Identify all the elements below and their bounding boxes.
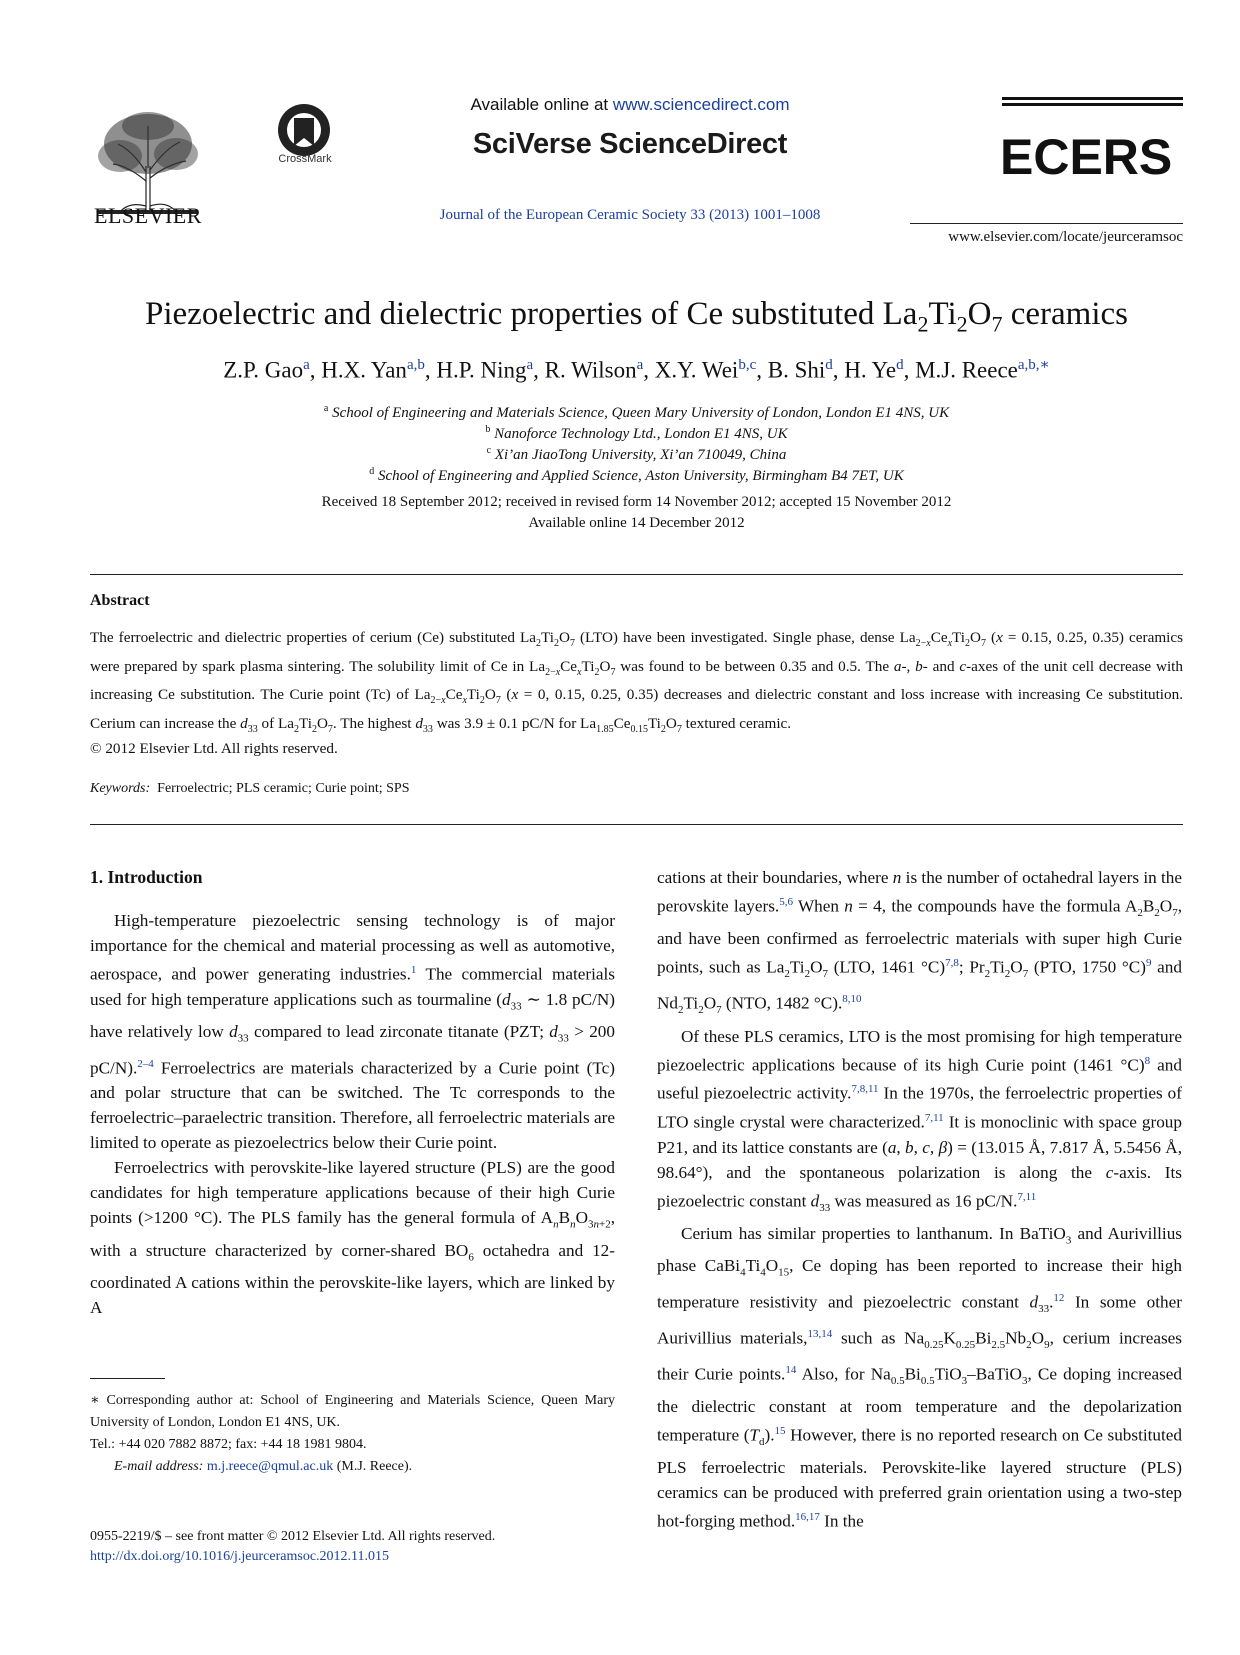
available-online-line <box>350 95 910 115</box>
affiliation-d: $^d$ School of Engineering and Applied Science, Aston University, Birmingham B4 7ET, UK <box>369 466 904 484</box>
affiliation-c: $^c$ Xi’an JiaoTong University, Xi’an 710049, China <box>486 445 787 463</box>
front-matter <box>90 1527 690 1567</box>
section-heading-introduction: 1. Introduction <box>90 867 203 887</box>
affiliation-b: $^b$ Nanoforce Technology Ltd., London E1 4NS, UK <box>485 424 788 442</box>
crossmark-label: CrossMark <box>278 153 332 165</box>
header-rule <box>910 223 1183 224</box>
intro-paragraph-2: Ferroelectrics with perovskite-like layered structure (PLS) are the good candidates for high temperature applications because of their high Curie points (>1200 °C). The PLS family has the general formula of $A_nB_nO_{3n+2}$, with a structure characterized by corner-shared $BO_6$ octahedra and 12-coordinated A cations within the perovskite-like layers, which are linked by A <box>90 1158 615 1318</box>
available-online-prefix: Available online at <box>470 95 613 114</box>
ecers-header-lines <box>1002 97 1183 109</box>
author-list: Z.P. Gao$^a$, H.X. Yan$^{a,b}$, H.P. Ning$^a$, R. Wilson$^a$, X.Y. Wei$^{b,c}$, B. Shi$^d$, H. Ye$^d$, M.J. Reece$^{a,b,∗}$ <box>223 357 1050 383</box>
abstract-text: The ferroelectric and dielectric properties of cerium (Ce) substituted $La_2Ti_2O_7$ (LTO) have been investigated. Single phase, dense $La_{2-x}Ce_xTi_2O_7$ (x = 0.15, 0.25, 0.35) ceramics were prepared by spark plasma sintering. The solubility limit of Ce in $La_{2-x}Ce_xTi_2O_7$ was found to be between 0.35 and 0.5. The a-, b- and c-axes of the unit cell decrease with increasing Ce substitution. The Curie point (Tc) of $La_{2-x}Ce_xTi_2O_7$ (x = 0, 0.15, 0.25, 0.35) decreases and dielectric constant and loss increase with increasing Ce substitution. Cerium can increase the $d_{33}$ of $La_2Ti_2O_7$. The highest $d_{33}$ was 3.9 ± 0.1 pC/N for $La_{1.85}Ce_{0.15}Ti_2O_7$ textured ceramic. <box>90 629 1183 735</box>
keywords-list: Ferroelectric; PLS ceramic; Curie point; SPS <box>157 781 410 796</box>
article-title: Piezoelectric and dielectric properties of Ce substituted $La_2Ti_2O_7$ ceramics <box>145 296 1128 337</box>
journal-url: www.elsevier.com/locate/jeurceramsoc <box>948 229 1183 245</box>
ecers-logo <box>1000 130 1183 182</box>
right-column <box>657 865 1182 1534</box>
platform-name: SciVerse ScienceDirect <box>472 128 788 160</box>
keywords <box>90 781 410 797</box>
doi-link[interactable]: http://dx.doi.org/10.1016/j.jeurceramsoc.2012.11.015 <box>90 1549 390 1564</box>
intro-paragraph-1: High-temperature piezoelectric sensing technology is of major importance for the chemical and material processing as well as automotive, aerospace, and power generating industries.$^1$ The commercial materials used for high temperature applications such as tourmaline ($d_{33}$ ∼ 1.8 pC/N) have relatively low $d_{33}$ compared to lead zirconate titanate (PZT; $d_{33} > 200$ pC/N).$^{2-4}$ Ferroelectrics are materials characterized by a Curie point (Tc) and polar structure that can be switched. The Tc corresponds to the ferroelectric–paraelectric transition. Therefore, all ferroelectric materials are limited to operate as piezoelectrics below their Curie point. <box>90 911 615 1153</box>
keywords-label: Keywords: <box>90 781 151 796</box>
abstract-top-rule <box>90 574 1183 575</box>
abstract-heading: Abstract <box>90 592 150 609</box>
intro-paragraph-4: Cerium has similar properties to lanthanum. In BaTiO$_3$ and Aurivillius phase $CaBi_4Ti_4O_{15}$, Ce doping has been reported to increase their high temperature resistivity and piezoelectric constant $d_{33}.^{12}$ In some other Aurivillius materials,$^{13,14}$ such as $Na_{0.25}K_{0.25}Bi_{2.5}Nb_2O_9$, cerium increases their Curie points.$^{14}$ Also, for $Na_{0.5}Bi_{0.5}TiO_3-BaTiO_3$, Ce doping increased the dielectric constant at room temperature and the depolarization temperature $(T_d).^{15}$ However, there is no reported research on Ce substituted PLS ferroelectric materials. Perovskite-like layered structure (PLS) ceramics can be produced with preferred grain orientation using a two-step hot-forging method.$^{16,17}$ In the <box>657 1223 1182 1532</box>
footnote-rule <box>90 1378 165 1379</box>
corresponding-author-footnote <box>90 1390 615 1478</box>
email-line <box>90 1456 615 1478</box>
publisher-name: ELSEVIER <box>94 203 202 228</box>
ecers-logo-text: ECERS <box>1000 130 1173 182</box>
intro-paragraph-2-cont: cations at their boundaries, where n is the number of octahedral layers in the perovskite layers.$^{5,6}$ When n = 4, the compounds have the formula $A_2B_2O_7$, and have been confirmed as ferroelectric materials with super high Curie points, such as $La_2Ti_2O_7$ (LTO, 1461 °C)$^{7,8}$; $Pr_2Ti_2O_7$ (PTO, 1750 °C)$^9$ and $Nd_2Ti_2O_7$ (NTO, 1482 °C).$^{8,10}$ <box>657 868 1183 1017</box>
intro-paragraph-3: Of these PLS ceramics, LTO is the most promising for high temperature piezoelectric applications because of its high Curie point (1461 °C)$^8$ and useful piezoelectric activity.$^{7,8,11}$ In the 1970s, the ferroelectric properties of LTO single crystal were characterized.$^{7,11}$ It is monoclinic with space group P21, and its lattice constants are (a, b, c, β) = (13.015 Å, 7.817 Å, 5.5456 Å, 98.64°), and the spontaneous polarization is along the c-axis. Its piezoelectric constant $d_{33}$ was measured as 16 pC/N.$^{7,11}$ <box>657 1026 1182 1214</box>
received-dates: Received 18 September 2012; received in revised form 14 November 2012; accepted 15 November 2012 <box>321 494 952 510</box>
corresponding-author-text: ∗ Corresponding author at: School of Engineering and Materials Science, Queen Mary University of London, London E1 4NS, UK. <box>90 1393 615 1430</box>
email-label: E-mail address: <box>114 1459 204 1474</box>
abstract-bottom-rule <box>90 824 1183 825</box>
abstract-copyright: © 2012 Elsevier Ltd. All rights reserved. <box>90 740 338 757</box>
email-link[interactable]: m.j.reece@qmul.ac.uk <box>206 1459 334 1474</box>
sciencedirect-link[interactable]: www.sciencedirect.com <box>612 95 790 114</box>
email-suffix: (M.J. Reece). <box>333 1459 413 1474</box>
journal-citation-link[interactable]: Journal of the European Ceramic Society 33 (2013) 1001–1008 <box>439 207 821 223</box>
issn-line: 0955-2219/$ – see front matter © 2012 Elsevier Ltd. All rights reserved. <box>90 1529 496 1544</box>
contact-phone-fax: Tel.: +44 020 7882 8872; fax: +44 18 1981 9804. <box>90 1437 367 1452</box>
affiliation-a: $^a$ School of Engineering and Materials Science, Queen Mary University of London, London E1 4NS, UK <box>323 403 950 421</box>
left-column <box>90 908 615 1320</box>
available-online-date: Available online 14 December 2012 <box>528 515 745 531</box>
